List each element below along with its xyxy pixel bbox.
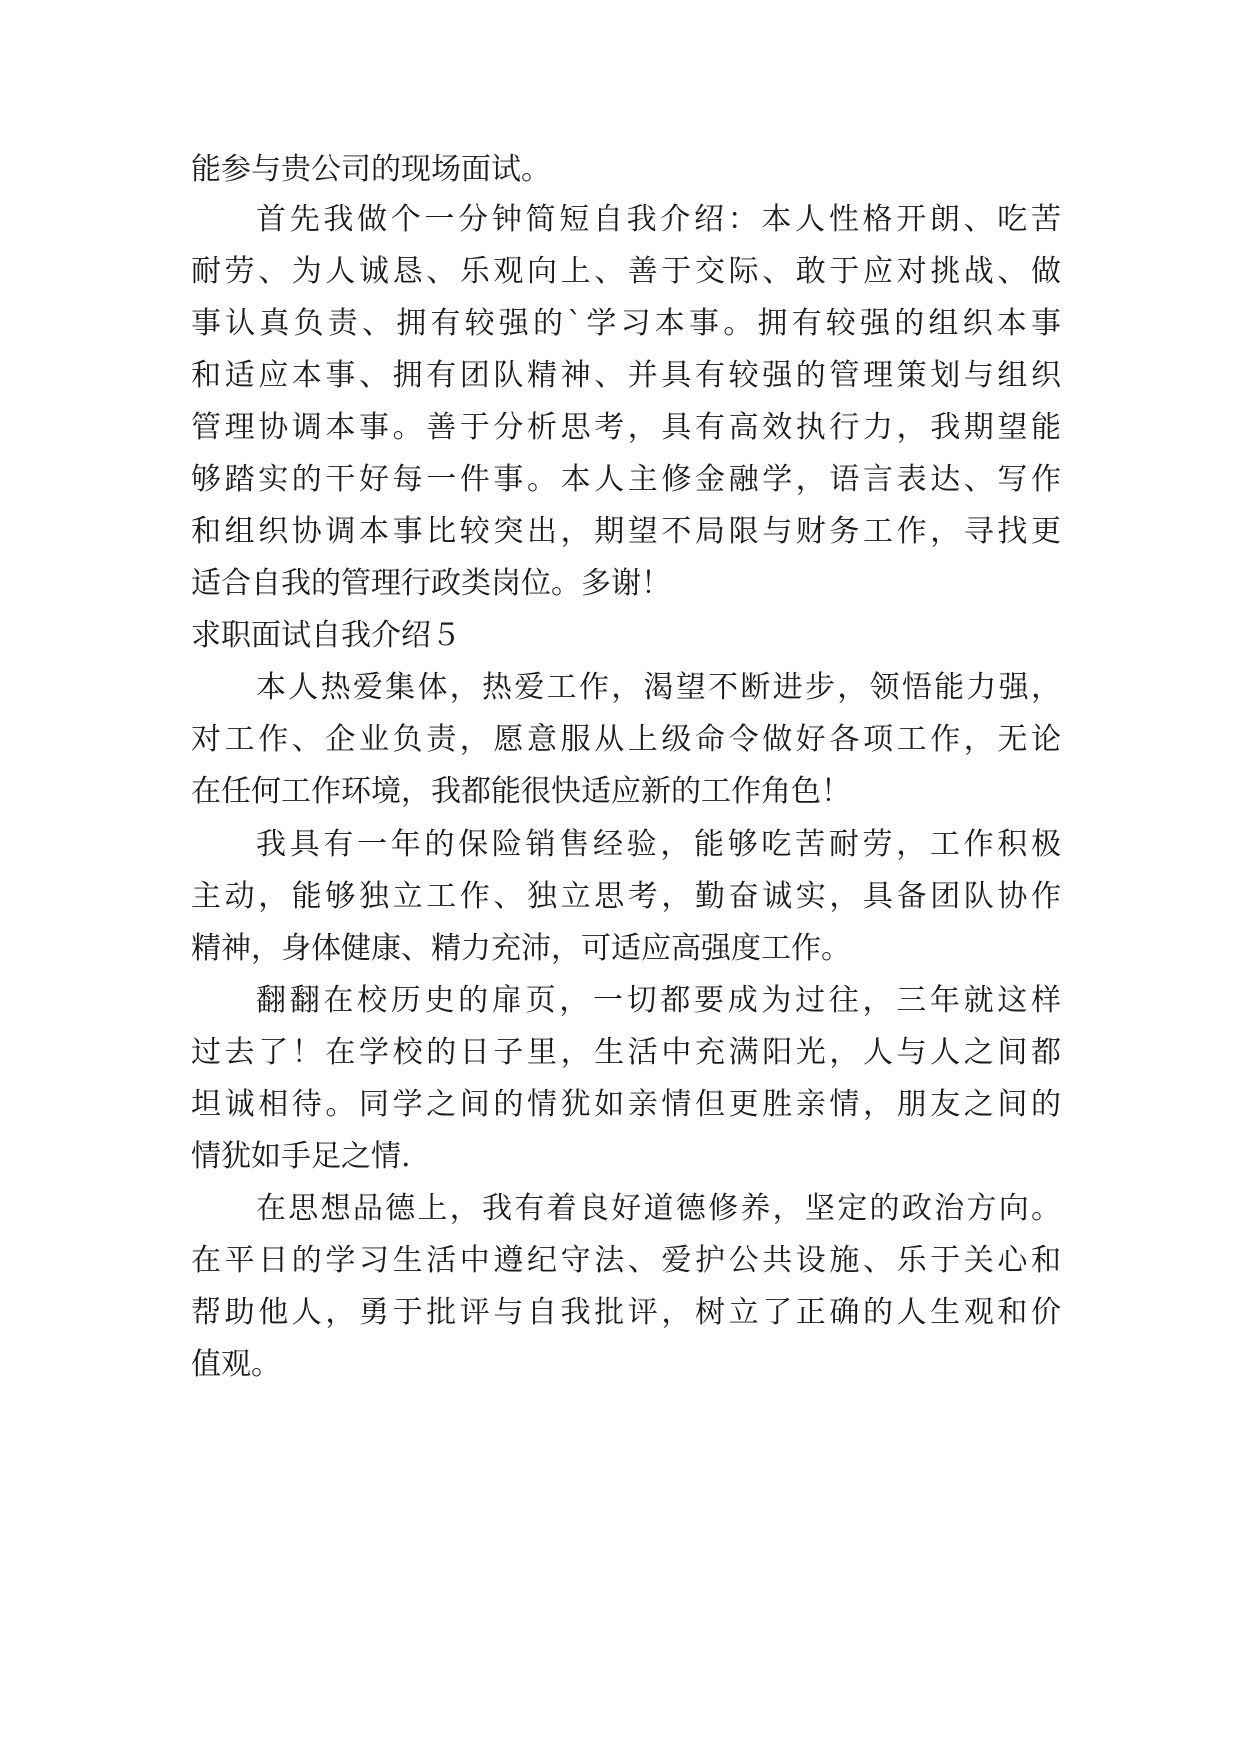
text-line: 值观。 bbox=[191, 1347, 281, 1382]
text-line: 管理协调本事。善于分析思考，具有高效执行力，我期望能 bbox=[191, 410, 1061, 445]
text-line: 事认真负责、拥有较强的`学习本事。拥有较强的组织本事 bbox=[191, 306, 1061, 341]
text-line: 我具有一年的保险销售经验，能够吃苦耐劳，工作积极 bbox=[256, 827, 1061, 862]
text-line: 能参与贵公司的现场面试。 bbox=[191, 152, 551, 187]
text-line: 和组织协调本事比较突出，期望不局限与财务工作，寻找更 bbox=[191, 514, 1061, 549]
section-heading: 求职面试自我介绍５ bbox=[191, 618, 461, 653]
text-line: 情犹如手足之情. bbox=[191, 1139, 411, 1174]
text-line: 首先我做个一分钟简短自我介绍：本人性格开朗、吃苦 bbox=[256, 202, 1061, 237]
text-line: 够踏实的干好每一件事。本人主修金融学，语言表达、写作 bbox=[191, 462, 1061, 497]
text-line: 在任何工作环境，我都能很快适应新的工作角色！ bbox=[191, 774, 851, 809]
text-line: 翻翻在校历史的扉页，一切都要成为过往，三年就这样 bbox=[256, 983, 1061, 1018]
text-line: 坦诚相待。同学之间的情犹如亲情但更胜亲情，朋友之间的 bbox=[191, 1087, 1061, 1122]
text-line: 耐劳、为人诚恳、乐观向上、善于交际、敢于应对挑战、做 bbox=[191, 254, 1061, 289]
text-line: 本人热爱集体，热爱工作，渴望不断进步，领悟能力强， bbox=[256, 670, 1061, 705]
text-line: 帮助他人，勇于批评与自我批评，树立了正确的人生观和价 bbox=[191, 1295, 1061, 1330]
text-line: 在平日的学习生活中遵纪守法、爱护公共设施、乐于关心和 bbox=[191, 1243, 1061, 1278]
text-line: 过去了！在学校的日子里，生活中充满阳光，人与人之间都 bbox=[191, 1035, 1061, 1070]
text-line: 在思想品德上，我有着良好道德修养，坚定的政治方向。 bbox=[256, 1191, 1061, 1226]
text-line: 精神，身体健康、精力充沛，可适应高强度工作。 bbox=[191, 931, 851, 966]
text-line: 对工作、企业负责，愿意服从上级命令做好各项工作，无论 bbox=[191, 722, 1061, 757]
text-line: 和适应本事、拥有团队精神、并具有较强的管理策划与组织 bbox=[191, 358, 1061, 393]
text-line: 主动，能够独立工作、独立思考，勤奋诚实，具备团队协作 bbox=[191, 879, 1061, 914]
text-line: 适合自我的管理行政类岗位。多谢！ bbox=[191, 566, 671, 601]
